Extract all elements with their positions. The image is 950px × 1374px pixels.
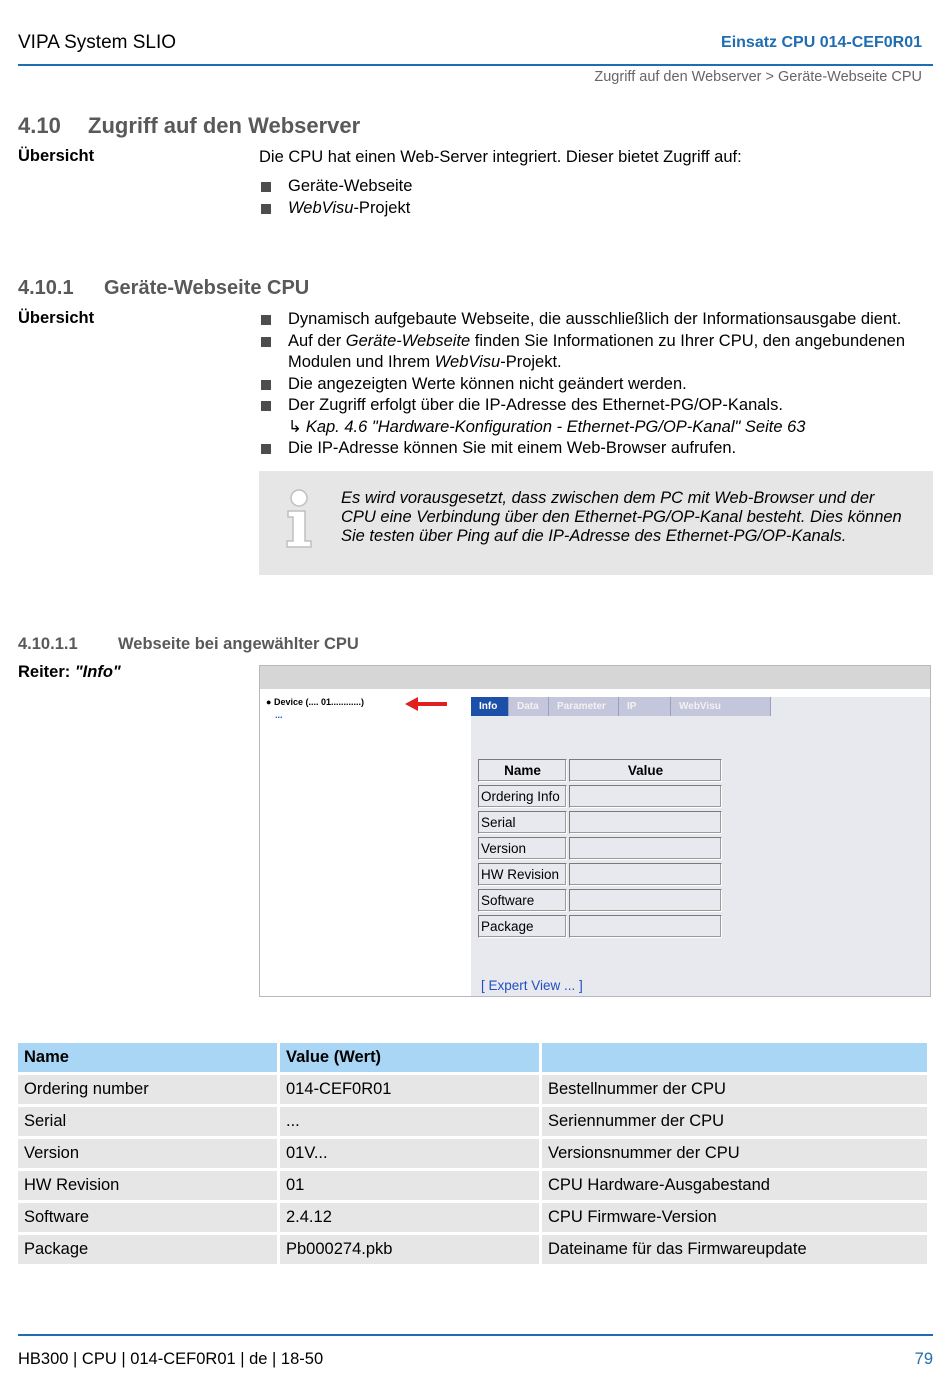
tree-item-device[interactable]: Device (.... 01............)	[273, 697, 364, 707]
section-number: 4.10.1.1	[18, 635, 78, 653]
side-label-overview: Übersicht	[18, 147, 95, 165]
tab-webvisu[interactable]: WebVisu	[671, 697, 771, 716]
list-item-text: finden Sie Informationen zu Ihrer CPU, den angebundenen Modulen und Ihrem	[288, 331, 906, 371]
tree-item-sub[interactable]: ...	[275, 710, 283, 720]
grid-header-row	[478, 759, 724, 782]
table-cell: Bestellnummer der CPU	[542, 1075, 927, 1104]
footer-rule	[18, 1334, 933, 1336]
info-note	[259, 471, 933, 575]
section-heading-4-10	[18, 113, 360, 139]
table-header-name: Name	[18, 1043, 277, 1072]
list-item	[259, 176, 929, 198]
list-item	[259, 374, 929, 396]
table-row	[18, 1107, 927, 1136]
note-text: Es wird vorausgesetzt, dass zwischen dem PC mit Web-Browser und der CPU eine Verbindung über den Ethernet-PG/OP-Kanal besteht. Dies können Sie testen über Ping auf die IP-Adresse des Ethernet-PG/OP-Kanals.	[341, 489, 902, 545]
webpage-screenshot	[259, 665, 931, 997]
table-row	[18, 1139, 927, 1168]
list-item-text: -Projekt	[353, 198, 411, 217]
section-number: 4.10	[18, 113, 61, 138]
list-item	[259, 309, 929, 331]
table-cell: Seriennummer der CPU	[542, 1107, 927, 1136]
grid-cell-name: Ordering Info	[478, 785, 567, 808]
list-item-italic: WebVisu	[434, 353, 501, 371]
grid-row	[478, 837, 724, 860]
list-item	[259, 395, 929, 417]
header-product: VIPA System SLIO	[18, 32, 177, 53]
side-label-tab-name: "Info"	[74, 663, 121, 681]
intro-text: Die CPU hat einen Web-Server integriert. Dieser bietet Zugriff auf:	[259, 148, 742, 166]
list-item-italic: Geräte-Webseite	[345, 331, 471, 350]
info-icon	[283, 489, 317, 549]
table-cell: Dateiname für das Firmwareupdate	[542, 1235, 927, 1264]
list-item-text: Geräte-Webseite	[288, 177, 413, 195]
list-item-text: Die angezeigten Werte können nicht geändert werden.	[288, 374, 687, 393]
grid-cell-name: Package	[478, 915, 567, 938]
table-row	[18, 1235, 927, 1264]
device-tree	[266, 697, 364, 720]
expert-view-link[interactable]: [ Expert View ... ]	[481, 978, 583, 993]
table-cell: CPU Firmware-Version	[542, 1203, 927, 1232]
overview-list	[259, 309, 929, 460]
section-title: Zugriff auf den Webserver	[88, 113, 361, 138]
list-item	[259, 438, 929, 460]
list-item	[259, 198, 929, 220]
section-number: 4.10.1	[18, 277, 74, 299]
list-item-text: -Projekt.	[500, 353, 562, 371]
grid-row	[478, 889, 724, 912]
grid-row	[478, 915, 724, 938]
info-grid	[478, 759, 724, 941]
table-cell: ...	[280, 1107, 539, 1136]
page-number: 79	[914, 1350, 933, 1368]
table-cell: Version	[18, 1139, 277, 1168]
section-title: Geräte-Webseite CPU	[104, 277, 310, 299]
table-cell: 014-CEF0R01	[280, 1075, 539, 1104]
footer-document-id: HB300 | CPU | 014-CEF0R01 | de | 18-50	[18, 1350, 324, 1368]
table-header-value: Value (Wert)	[280, 1043, 539, 1072]
cross-reference-link[interactable]	[259, 417, 929, 439]
table-cell: 01	[280, 1171, 539, 1200]
table-cell: Ordering number	[18, 1075, 277, 1104]
table-row	[18, 1075, 927, 1104]
grid-cell-value	[569, 889, 722, 912]
table-cell: Software	[18, 1203, 277, 1232]
list-item-text: Der Zugriff erfolgt über die IP-Adresse des Ethernet-PG/OP-Kanals.	[288, 396, 783, 414]
grid-cell-name: Software	[478, 889, 567, 912]
list-item-text: Dynamisch aufgebaute Webseite, die ausschließlich der Informationsausgabe dient.	[288, 310, 902, 328]
tab-data[interactable]: Data	[509, 697, 549, 716]
table-cell: Serial	[18, 1107, 277, 1136]
table-row	[18, 1171, 927, 1200]
tab-parameter[interactable]: Parameter	[549, 697, 619, 716]
red-arrow-icon	[404, 696, 448, 712]
side-label-overview: Übersicht	[18, 309, 95, 327]
list-item-italic: WebVisu	[288, 198, 354, 217]
grid-row	[478, 863, 724, 886]
grid-cell-name: Version	[478, 837, 567, 860]
access-list	[259, 176, 929, 219]
tree-bullet-icon: ●	[266, 697, 272, 707]
grid-cell-name: HW Revision	[478, 863, 567, 886]
grid-header-name: Name	[478, 759, 567, 782]
grid-row	[478, 811, 724, 834]
browser-topbar	[260, 666, 930, 689]
list-item-text: Auf der	[288, 331, 346, 350]
side-label-prefix: Reiter:	[18, 663, 75, 681]
grid-cell-value	[569, 837, 722, 860]
grid-cell-name: Serial	[478, 811, 567, 834]
cross-reference-text: Kap. 4.6 "Hardware-Konfiguration - Ethernet-PG/OP-Kanal" Seite 63	[305, 417, 806, 436]
table-cell: 01V...	[280, 1139, 539, 1168]
table-cell: 2.4.12	[280, 1203, 539, 1232]
list-item	[259, 331, 929, 374]
grid-cell-value	[569, 915, 722, 938]
table-cell: Pb000274.pkb	[280, 1235, 539, 1264]
grid-header-value: Value	[569, 759, 722, 782]
side-label-tab	[18, 663, 121, 682]
section-heading-4-10-1-1	[18, 635, 359, 654]
section-title: Webseite bei angewählter CPU	[118, 635, 359, 653]
grid-cell-value	[569, 863, 722, 886]
info-table	[15, 1040, 930, 1267]
table-header-row	[18, 1043, 927, 1072]
header-chapter: Einsatz CPU 014-CEF0R01	[721, 34, 922, 51]
tab-bar	[471, 697, 771, 716]
link-arrow-icon: ↳	[288, 417, 302, 436]
table-cell: Package	[18, 1235, 277, 1264]
tab-info[interactable]: Info	[471, 697, 509, 716]
info-panel	[471, 697, 930, 996]
tab-ip[interactable]: IP	[619, 697, 671, 716]
table-cell: CPU Hardware-Ausgabestand	[542, 1171, 927, 1200]
list-item-text: Die IP-Adresse können Sie mit einem Web-Browser aufrufen.	[288, 439, 737, 457]
grid-cell-value	[569, 811, 722, 834]
table-header-description	[542, 1043, 927, 1072]
section-heading-4-10-1	[18, 277, 309, 300]
table-cell: HW Revision	[18, 1171, 277, 1200]
grid-cell-value	[569, 785, 722, 808]
table-row	[18, 1203, 927, 1232]
breadcrumb: Zugriff auf den Webserver > Geräte-Webseite CPU	[594, 69, 922, 85]
grid-row	[478, 785, 724, 808]
header-rule	[18, 64, 933, 66]
table-cell: Versionsnummer der CPU	[542, 1139, 927, 1168]
